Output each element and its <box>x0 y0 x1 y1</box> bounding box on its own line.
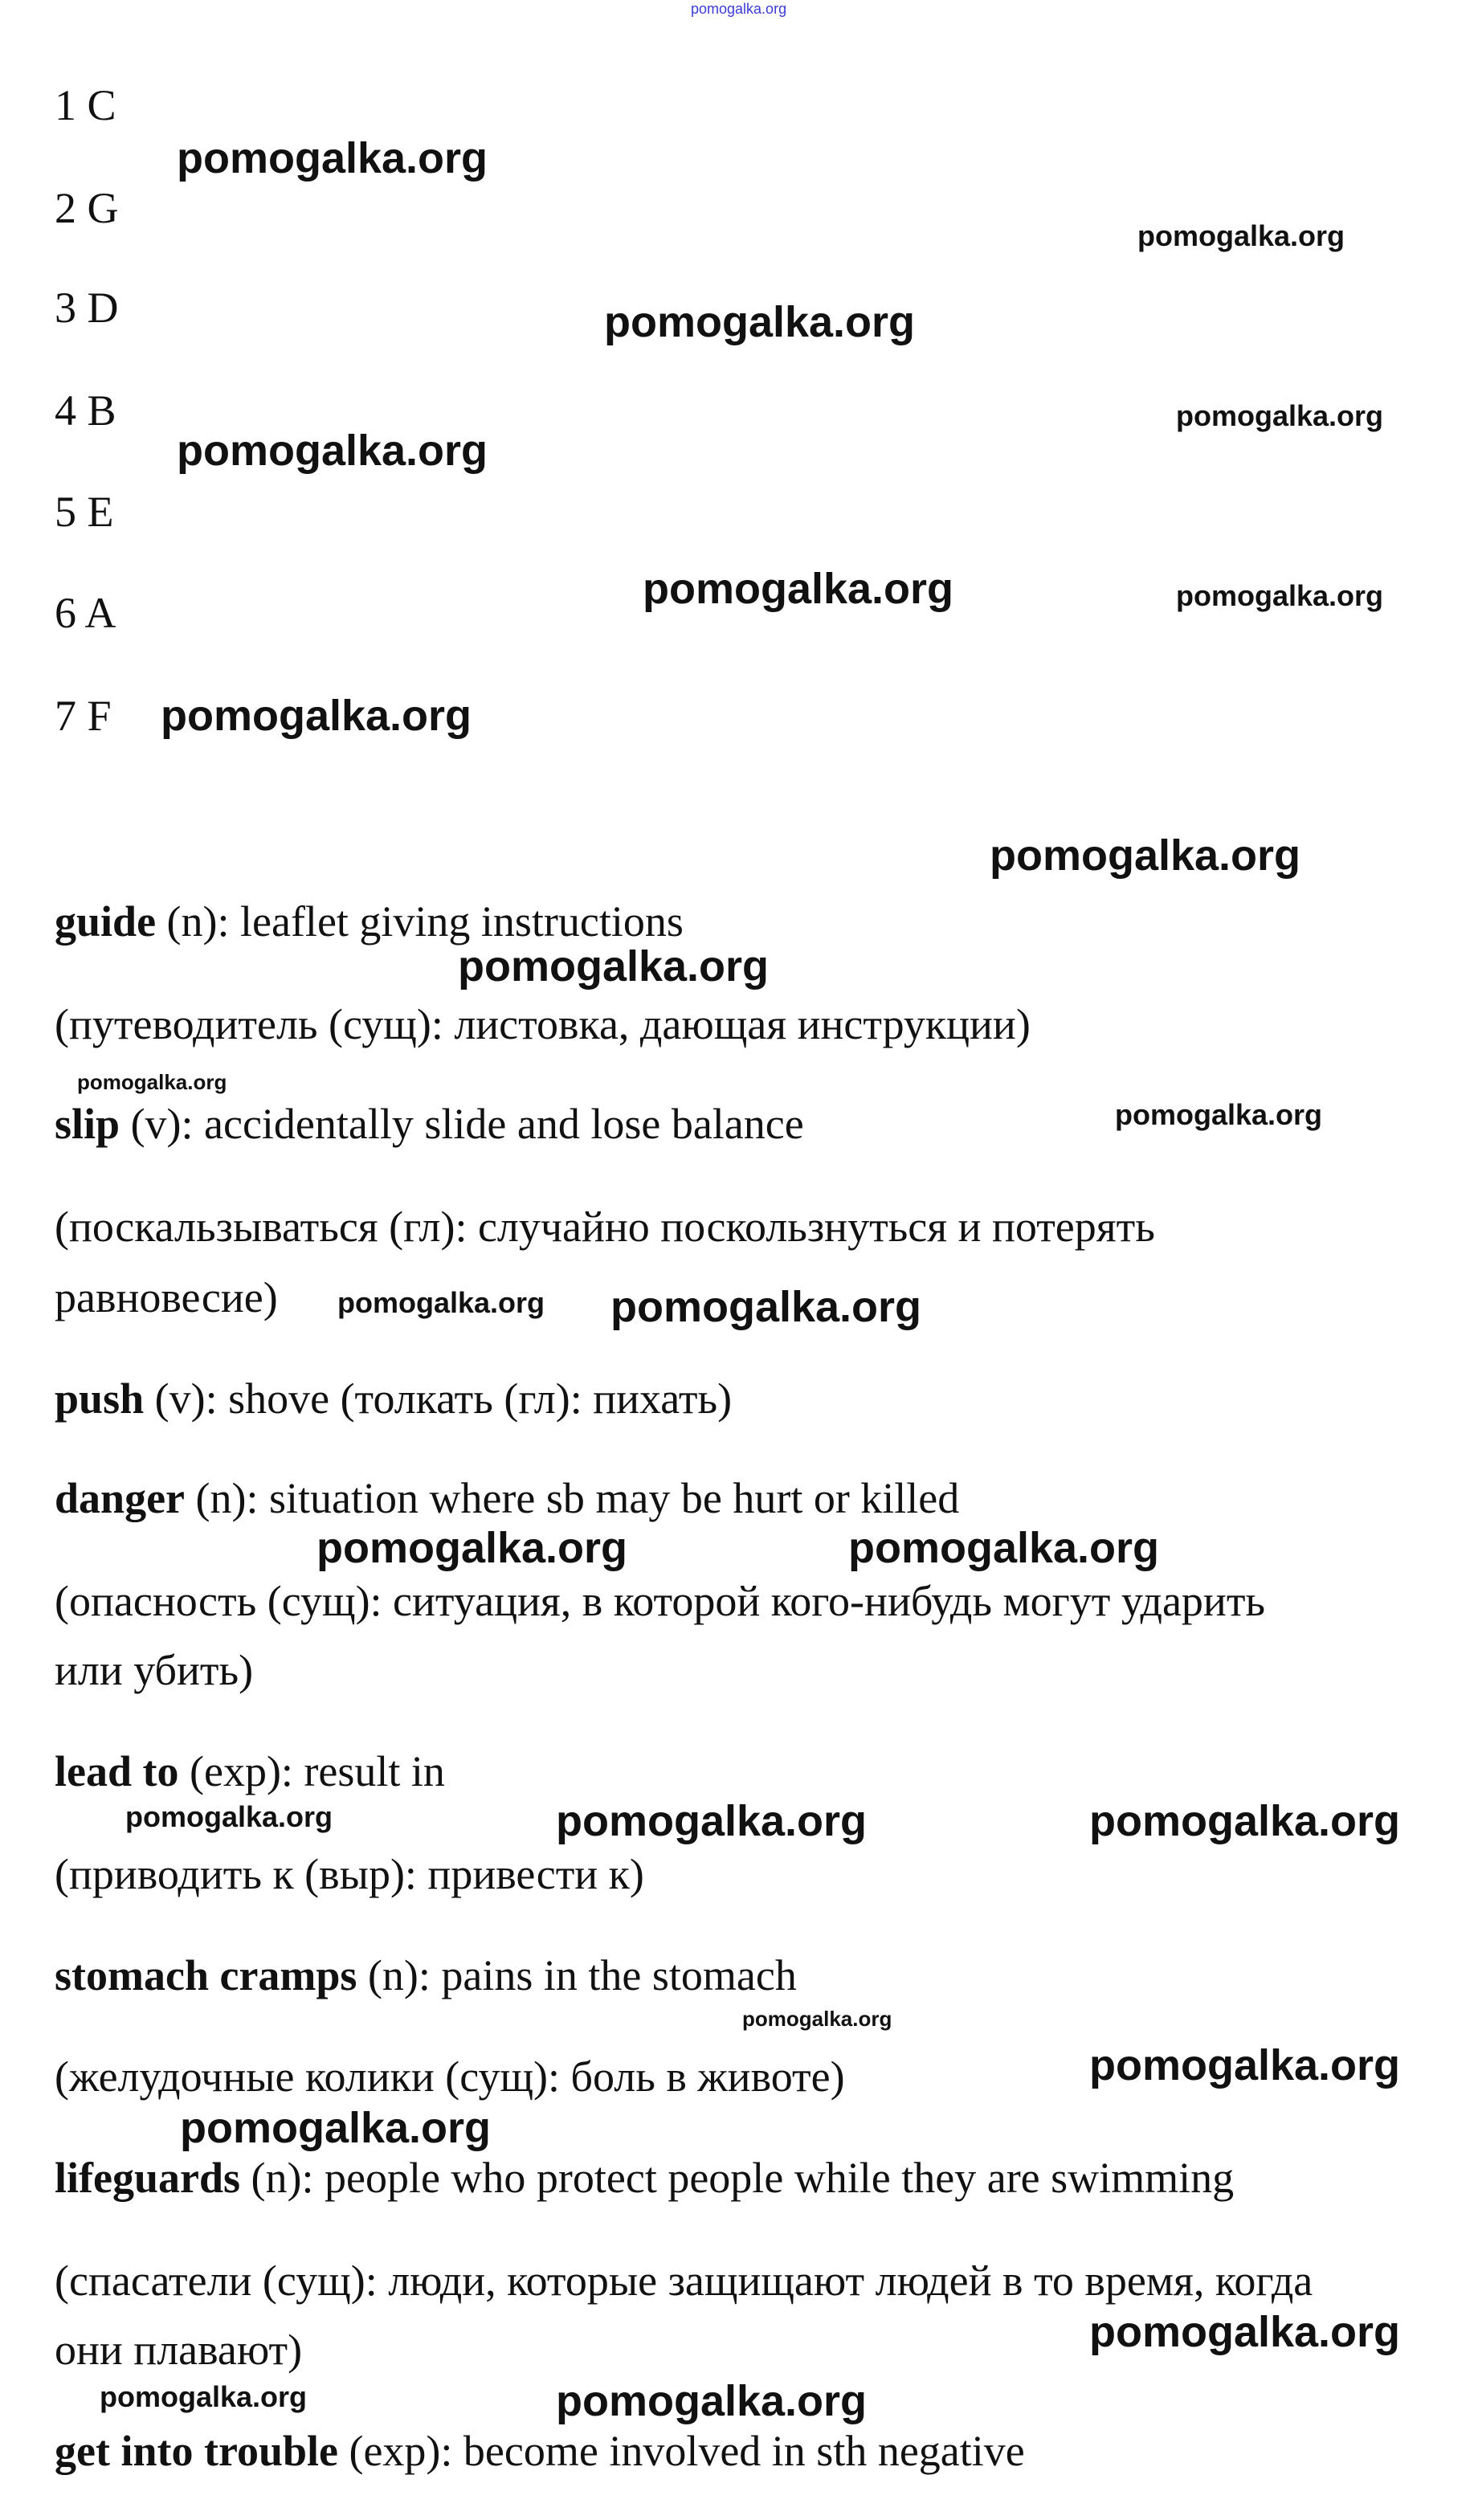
vocab-definition: (exp): result in <box>178 1747 445 1795</box>
vocab-term: lifeguards <box>55 2154 241 2202</box>
vocab-definition: (v): accidentally slide and lose balance <box>120 1100 804 1148</box>
vocab-definition: (n): leaflet giving instructions <box>156 897 684 946</box>
vocab-translation: равновесие) <box>55 1273 278 1321</box>
vocab-term: push <box>55 1374 145 1423</box>
watermark: pomogalka.org <box>77 1070 227 1094</box>
vocab-translation: (поскальзываться (гл): случайно поскользнуться и потерять <box>55 1203 1155 1251</box>
watermark: pomogalka.org <box>604 298 916 346</box>
vocab-translation: (опасность (сущ): ситуация, в которой кого-нибудь могут ударить <box>55 1577 1266 1625</box>
vocab-translation: (путеводитель (сущ): листовка, дающая инструкции) <box>55 1000 1031 1048</box>
vocab-definition: (n): people who protect people while they are swimming <box>240 2154 1235 2202</box>
watermark: pomogalka.org <box>610 1283 922 1331</box>
vocab-entry <box>55 897 684 946</box>
watermark: pomogalka.org <box>1089 1797 1401 1845</box>
answer-line: 7 F <box>55 692 112 740</box>
watermark: pomogalka.org <box>100 2380 308 2413</box>
watermark: pomogalka.org <box>180 2104 492 2152</box>
watermark: pomogalka.org <box>1137 219 1345 252</box>
watermark: pomogalka.org <box>1176 579 1384 612</box>
answer-line: 3 D <box>55 284 119 332</box>
vocab-term: get into trouble <box>55 2427 338 2475</box>
vocab-entry <box>55 1747 445 1795</box>
answer-line: 2 G <box>55 184 119 232</box>
vocab-entry <box>55 1102 804 1146</box>
watermark: pomogalka.org <box>458 942 770 990</box>
vocab-entry <box>55 1951 797 1999</box>
watermark: pomogalka.org <box>643 565 954 613</box>
watermark: pomogalka.org <box>1089 2041 1401 2089</box>
watermark: pomogalka.org <box>177 427 488 475</box>
watermark: pomogalka.org <box>990 831 1301 880</box>
vocab-term: stomach cramps <box>55 1951 357 1999</box>
vocab-entry <box>55 1476 959 1520</box>
answer-line: 1 C <box>55 81 116 129</box>
vocab-entry <box>55 1374 733 1423</box>
vocab-entry <box>55 2154 1235 2202</box>
vocab-term: guide <box>55 897 157 946</box>
vocab-translation: они плавают) <box>55 2326 303 2374</box>
vocab-translation: или убить) <box>55 1646 254 1694</box>
vocab-term: lead to <box>55 1747 179 1795</box>
watermark: pomogalka.org <box>556 1797 868 1845</box>
answer-line: 6 A <box>55 589 116 637</box>
watermark: pomogalka.org <box>742 2007 892 2031</box>
vocab-translation: (спасатели (сущ): люди, которые защищают людей в то время, когда <box>55 2257 1313 2305</box>
answer-line: 5 E <box>55 488 114 536</box>
answer-line: 4 B <box>55 386 116 435</box>
vocab-definition: (n): situation where sb may be hurt or killed <box>185 1474 960 1522</box>
vocab-definition: (v): shove (толкать (гл): пихать) <box>144 1374 733 1423</box>
vocab-definition: (exp): become involved in sth negative <box>337 2427 1025 2475</box>
watermark: pomogalka.org <box>556 2377 868 2425</box>
vocab-entry <box>55 2429 1025 2473</box>
watermark: pomogalka.org <box>337 1286 545 1319</box>
watermark: pomogalka.org <box>1089 2308 1401 2356</box>
watermark: pomogalka.org <box>177 134 488 182</box>
vocab-translation: (желудочные колики (сущ): боль в животе) <box>55 2052 845 2101</box>
watermark: pomogalka.org <box>1115 1098 1323 1131</box>
vocab-translation: (приводить к (выр): привести к) <box>55 1850 644 1898</box>
vocab-term: slip <box>55 1100 120 1148</box>
watermark: pomogalka.org <box>691 1 787 17</box>
vocab-term: danger <box>55 1474 185 1522</box>
watermark: pomogalka.org <box>316 1524 628 1572</box>
watermark: pomogalka.org <box>1176 399 1384 432</box>
vocab-definition: (n): pains in the stomach <box>357 1951 797 1999</box>
watermark: pomogalka.org <box>161 692 472 740</box>
watermark: pomogalka.org <box>125 1800 333 1833</box>
watermark: pomogalka.org <box>848 1524 1160 1572</box>
